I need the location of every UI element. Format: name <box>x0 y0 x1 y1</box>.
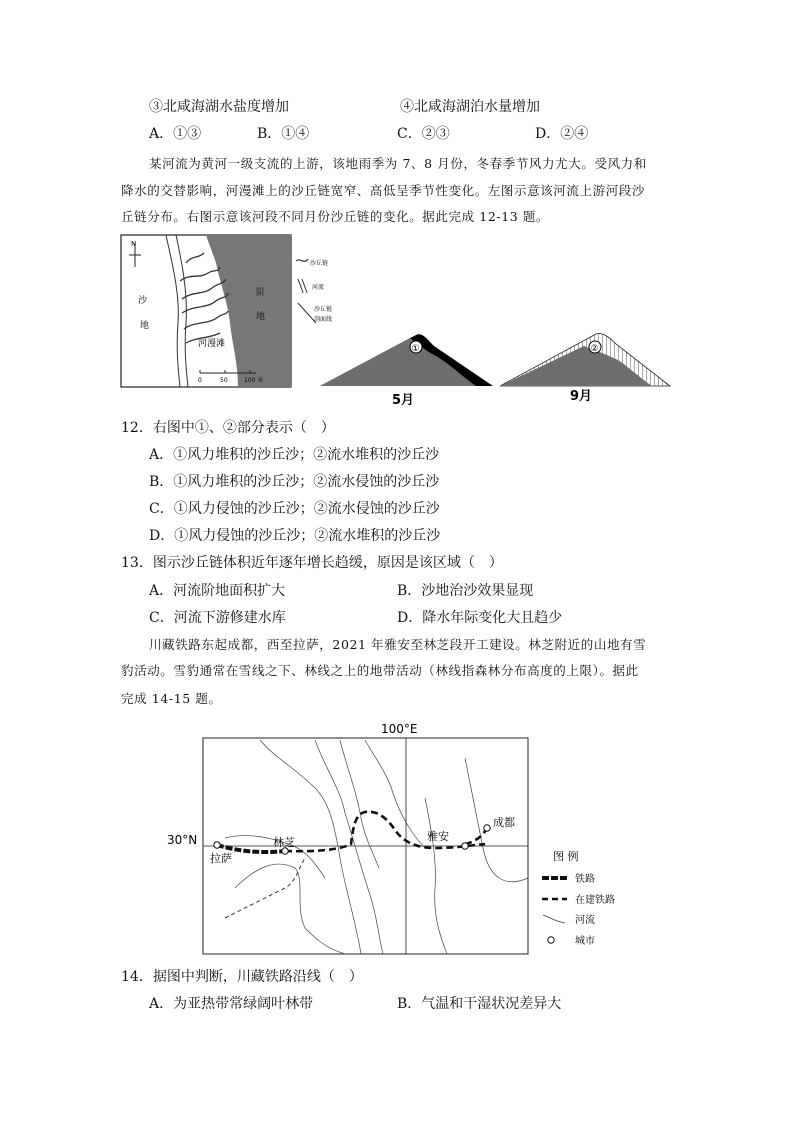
q13-option-c: C．河流下游修建水库 <box>149 610 286 626</box>
legend-river2: 河流 <box>575 915 595 926</box>
passage2-line-1: 川藏铁路东起成都，西至拉萨，2021 年雅安至林芝段开工建设。林芝附近的山地有雪 <box>149 637 647 652</box>
city-lhasa <box>214 842 220 848</box>
q13-option-a: A．河流阶地面积扩大 <box>149 583 286 599</box>
legend-title: 图 例 <box>553 850 579 863</box>
q13-option-d: D．降水年际变化大且趋少 <box>397 610 563 626</box>
q13-option-b: B．沙地治沙效果显现 <box>397 583 534 599</box>
q11-option-a: A．①③ <box>149 126 202 142</box>
city-lhasa-label: 拉萨 <box>210 852 232 865</box>
q11-item-4: ④北咸海湖泊水量增加 <box>400 99 540 115</box>
scale-0: 0 <box>198 377 202 384</box>
scale-50: 50 <box>220 377 228 384</box>
dune-profile-figure <box>318 328 678 408</box>
city-chengdu <box>484 825 490 831</box>
terrace-label-2: 地 <box>256 312 266 322</box>
legend-railway: 铁路 <box>575 874 595 885</box>
q11-option-d: D．②④ <box>535 126 589 142</box>
marker-1-label: ① <box>411 344 420 354</box>
q14-option-b: B．气温和干湿状况差异大 <box>397 996 562 1012</box>
caption-sep: 9月 <box>570 389 593 404</box>
q12-option-d: D．①风力侵蚀的沙丘沙；②流水堆积的沙丘沙 <box>149 528 441 544</box>
lat-label: 30°N <box>167 833 198 847</box>
city-linzhi-label: 林芝 <box>273 836 295 849</box>
legend-under-construction: 在建铁路 <box>575 895 615 906</box>
passage2-line-3: 完成 14-15 题。 <box>121 691 222 706</box>
legend-profile-1: 沙丘链 <box>314 306 333 313</box>
legend-river: 河流 <box>312 284 325 291</box>
q11-item-3: ③北咸海湖水盐度增加 <box>149 99 289 115</box>
legend-dune: 沙丘链 <box>310 260 329 267</box>
q14-option-a: A．为亚热带常绿阔叶林带 <box>149 996 314 1012</box>
q13-stem: 13．图示沙丘链体积近年逐年增长趋缓，原因是该区域（ ） <box>121 555 503 571</box>
scale-100: 100 米 <box>244 377 264 384</box>
legend-city: 城市 <box>575 936 595 947</box>
q11-option-b: B．①④ <box>257 126 310 142</box>
q12-option-a: A．①风力堆积的沙丘沙；②流水堆积的沙丘沙 <box>149 447 440 463</box>
marker-2-label: ② <box>590 344 599 354</box>
q12-option-c: C．①风力侵蚀的沙丘沙；②流水侵蚀的沙丘沙 <box>149 501 440 517</box>
lon-label: 100°E <box>381 722 418 736</box>
caption-may: 5月 <box>392 393 415 408</box>
legend-dune-symbol <box>296 259 308 261</box>
q12-option-b: B．①风力堆积的沙丘沙；②流水侵蚀的沙丘沙 <box>149 474 440 490</box>
railway-map-figure <box>165 718 635 958</box>
terrace-label-1: 阶 <box>256 288 266 298</box>
passage1-line-3: 丘链分布。右图示意该河段不同月份沙丘链的变化。据此完成 12-13 题。 <box>121 209 550 224</box>
floodplain-label: 河漫滩 <box>198 339 226 349</box>
city-yaan-label: 雅安 <box>427 830 449 843</box>
city-yaan <box>462 843 468 849</box>
north-label: N <box>131 240 137 248</box>
sand-land-label-1: 沙 <box>138 296 148 306</box>
q11-option-c: C．②③ <box>397 126 450 142</box>
city-chengdu-label: 成都 <box>493 816 515 829</box>
q12-stem: 12．右图中①、②部分表示（ ） <box>121 420 335 436</box>
passage1-line-2: 降水的交替影响，河漫滩上的沙丘链宽窄、高低呈季节性变化。左图示意该河流上游河段沙 <box>121 183 646 198</box>
sand-land-label-2: 地 <box>140 321 150 331</box>
legend-profile-2: 剖面线 <box>314 316 333 323</box>
passage2-line-2: 豹活动。雪豹通常在雪线之下、林线之上的地带活动（林线指森林分布高度的上限）。据此 <box>121 663 639 678</box>
passage1-line-1: 某河流为黄河一级支流的上游，该地雨季为 7、8 月份，冬春季节风力尤大。受风力和 <box>149 156 647 171</box>
legend-city-symbol <box>548 937 554 943</box>
legend-river-symbol <box>543 915 565 923</box>
q14-stem: 14．据图中判断，川藏铁路沿线（ ） <box>121 969 363 985</box>
